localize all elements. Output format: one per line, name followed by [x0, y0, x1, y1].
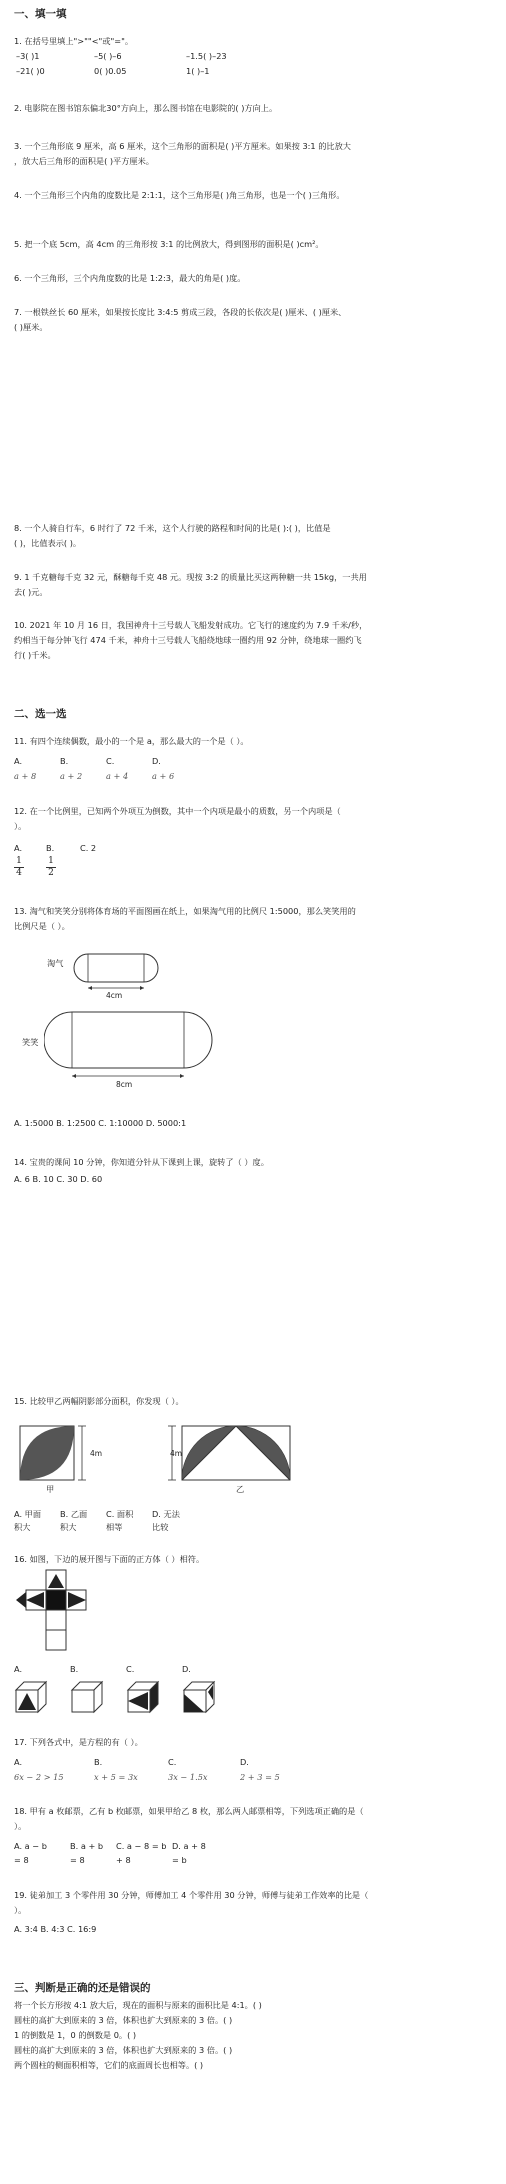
q17-option: 2 + 3 = 5 [240, 1772, 280, 1782]
q15-option-cont: 积大 [14, 1522, 31, 1532]
section-3-title: 三、判断是正确的还是错误的 [14, 1982, 151, 1994]
q16-cube-c [126, 1680, 160, 1714]
q18-option: B. a + b [70, 1841, 104, 1851]
q17-option: x + 5 = 3x [94, 1772, 138, 1782]
q15-option-cont: 积大 [60, 1522, 77, 1532]
q1-item: –1.5( )–23 [186, 51, 227, 61]
q15-option: C. 面积 [106, 1509, 134, 1519]
q18-option-cont: = b [172, 1855, 187, 1865]
q1-item: –21( )0 [16, 66, 45, 76]
q12-letter: B. [46, 843, 55, 853]
q15-label-yi: 乙 [236, 1484, 245, 1494]
q15-option-cont: 相等 [106, 1522, 123, 1532]
judge-item: 1 的倒数是 1，0 的倒数是 0。( ) [14, 2030, 137, 2040]
q16-letter: A. [14, 1664, 23, 1674]
q7-text-cont: ( )厘米。 [14, 322, 48, 332]
q12-fraction [14, 857, 24, 878]
q15-option: A. 甲面 [14, 1509, 42, 1519]
q15-figure-yi [168, 1424, 308, 1486]
q13-label-taoqi: 淘气 [47, 958, 64, 968]
q13-text-cont: 比例尺是（ ）。 [14, 921, 70, 931]
q9-text-cont: 去( )元。 [14, 587, 48, 597]
q6-text: 6. 一个三角形，三个内角度数的比是 1:2:3，最大的角是( )度。 [14, 273, 246, 283]
q15-figure-jia [18, 1424, 90, 1486]
q10-text-cont: 约相当于每分钟飞行 474 千米，神舟十三号载人飞船绕地球一圈约用 92 分钟，绕地球一圈约飞 [14, 635, 362, 645]
q11-letter: A. [14, 756, 23, 766]
q17-option: 6x − 2 > 15 [14, 1772, 64, 1782]
fraction-denominator: 4 [16, 868, 22, 878]
section-2-title: 二、选一选 [14, 708, 67, 720]
q11-text: 11. 有四个连续偶数，最小的一个是 a，那么最大的一个是（ ）。 [14, 736, 249, 746]
q10-text-cont2: 行( )千米。 [14, 650, 56, 660]
q12-fraction [46, 857, 56, 878]
q11-letter: D. [152, 756, 161, 766]
q12-text: 12. 在一个比例里，已知两个外项互为倒数，其中一个内项是最小的质数，另一个内项是（ [14, 806, 341, 816]
q16-cube-a [14, 1680, 48, 1714]
q17-text: 17. 下列各式中，是方程的有（ ）。 [14, 1737, 143, 1747]
q16-letter: B. [70, 1664, 79, 1674]
q18-option-cont: = 8 [70, 1855, 85, 1865]
q15-option: D. 无法 [152, 1509, 180, 1519]
q14-text: 14. 宝贵的课间 10 分钟，你知道分针从下课到上课，旋转了（ ）度。 [14, 1157, 269, 1167]
judge-item: 两个圆柱的侧面积相等，它们的底面周长也相等。( ) [14, 2060, 204, 2070]
q18-option-cont: = 8 [14, 1855, 29, 1865]
q17-letter: B. [94, 1757, 103, 1767]
q8-text-cont: ( )，比值表示( )。 [14, 538, 82, 548]
judge-item: 圆柱的高扩大到原来的 3 倍，体积也扩大到原来的 3 倍。( ) [14, 2045, 233, 2055]
q9-text: 9. 1 千克糖每千克 32 元，酥糖每千克 48 元。现按 3:2 的质量比买这两种糖一共 15kg，一共用 [14, 572, 367, 582]
q16-cube-d [182, 1680, 216, 1714]
q3-text: 3. 一个三角形底 9 厘米，高 6 厘米，这个三角形的面积是( )平方厘米。如果按 3:1 的比放大 [14, 141, 351, 151]
q15-height-jia: 4m [90, 1449, 103, 1458]
q11-option: a + 4 [106, 771, 129, 781]
fraction-numerator: 1 [16, 856, 22, 866]
q11-option: a + 8 [14, 771, 37, 781]
q12-letter: A. [14, 843, 23, 853]
q11-letter: B. [60, 756, 69, 766]
judge-item: 将一个长方形按 4:1 放大后，现在的面积与原来的面积比是 4:1。( ) [14, 2000, 262, 2010]
q1-item: –3( )1 [16, 51, 40, 61]
q12-letter: C. 2 [80, 843, 97, 853]
fraction-denominator: 2 [48, 868, 54, 878]
q1-item: –5( )–6 [94, 51, 122, 61]
q18-option: C. a − 8 = b [116, 1841, 167, 1851]
q13-dim-small: 4cm [106, 991, 123, 1000]
q1-item: 1( )–1 [186, 66, 210, 76]
q17-option: 3x − 1.5x [168, 1772, 208, 1782]
q11-option: a + 6 [152, 771, 175, 781]
q19-options: A. 3:4 B. 4:3 C. 16:9 [14, 1924, 97, 1934]
q18-text: 18. 甲有 a 枚邮票，乙有 b 枚邮票，如果甲给乙 8 枚，那么两人邮票相等，下列选项正确的是（ [14, 1806, 364, 1816]
q10-text: 10. 2021 年 10 月 16 日，我国神舟十三号载人飞船发射成功。它飞行的速度约为 7.9 千米/秒， [14, 620, 368, 630]
q1-item: 0( )0.05 [94, 66, 127, 76]
q18-text-cont: ）。 [14, 1821, 27, 1831]
q16-letter: D. [182, 1664, 191, 1674]
q16-cube-b [70, 1680, 104, 1714]
q18-option: A. a − b [14, 1841, 47, 1851]
q13-dim-large: 8cm [116, 1080, 133, 1089]
q15-option-cont: 比较 [152, 1522, 169, 1532]
q11-letter: C. [106, 756, 115, 766]
q15-height-yi: 4m [170, 1449, 183, 1458]
q3-text-cont: ，放大后三角形的面积是( )平方厘米。 [14, 156, 154, 166]
q12-text-cont: ）。 [14, 821, 27, 831]
q17-letter: D. [240, 1757, 249, 1767]
q2-text: 2. 电影院在图书馆东偏北30°方向上，那么图书馆在电影院的( )方向上。 [14, 103, 278, 113]
q19-text: 19. 徒弟加工 3 个零件用 30 分钟，师傅加工 4 个零件用 30 分钟，师傅与徒弟工作效率的比是（ [14, 1890, 369, 1900]
q8-text: 8. 一个人骑自行车，6 时行了 72 千米，这个人行驶的路程和时间的比是( ):( )，比值是 [14, 523, 331, 533]
q15-text: 15. 比较甲乙两幅阴影部分面积，你发现（ ）。 [14, 1396, 184, 1406]
q13-text: 13. 淘气和笑笑分别将体育场的平面图画在纸上，如果淘气用的比例尺 1:5000，那么笑笑用的 [14, 906, 356, 916]
q4-text: 4. 一个三角形三个内角的度数比是 2:1:1，这个三角形是( )角三角形，也是一个( )三角形。 [14, 190, 345, 200]
section-1-title: 一、填一填 [14, 8, 67, 20]
q18-option: D. a + 8 [172, 1841, 206, 1851]
q19-text-cont: ）。 [14, 1905, 27, 1915]
q13-options: A. 1:5000 B. 1:2500 C. 1:10000 D. 5000:1 [14, 1118, 187, 1128]
q16-text: 16. 如图，下边的展开图与下面的正方体（ ）相符。 [14, 1554, 205, 1564]
q7-text: 7. 一根铁丝长 60 厘米，如果按长度比 3:4:5 剪成三段，各段的长依次是( )厘米、( )厘米、 [14, 307, 347, 317]
q16-letter: C. [126, 1664, 135, 1674]
fraction-numerator: 1 [48, 856, 54, 866]
q13-large-track-figure [44, 1008, 216, 1090]
q11-option: a + 2 [60, 771, 83, 781]
q14-options: A. 6 B. 10 C. 30 D. 60 [14, 1174, 103, 1184]
q1-text: 1. 在括号里填上">""<"或"="。 [14, 36, 134, 46]
q15-label-jia: 甲 [46, 1484, 55, 1494]
q18-option-cont: + 8 [116, 1855, 131, 1865]
q13-label-xiaoxiao: 笑笑 [22, 1037, 39, 1047]
judge-item: 圆柱的高扩大到原来的 3 倍，体积也扩大到原来的 3 倍。( ) [14, 2015, 233, 2025]
q16-cube-net [14, 1568, 104, 1652]
q15-option: B. 乙面 [60, 1509, 88, 1519]
q17-letter: A. [14, 1757, 23, 1767]
q17-letter: C. [168, 1757, 177, 1767]
q5-text: 5. 把一个底 5cm，高 4cm 的三角形按 3:1 的比例放大，得到图形的面积是( )cm²。 [14, 239, 324, 249]
